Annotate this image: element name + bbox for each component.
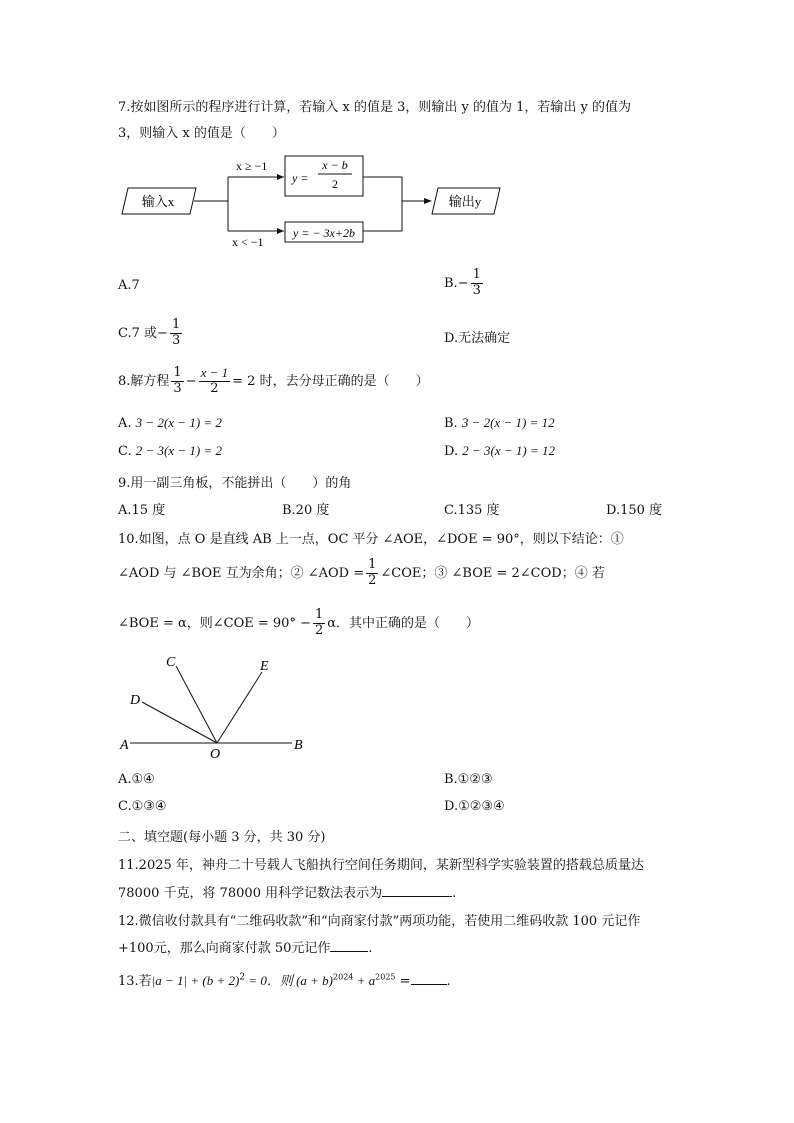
q8-stem: 8.解方程 $\frac{1}{3}$ − $\frac{x - 1}{2}$ = 2 时，去分母正确的是（ ） — [118, 365, 429, 396]
label-e: E — [260, 659, 269, 674]
q7-option-d: D.无法确定 — [444, 331, 511, 346]
q9-option-c: C.135 度 — [444, 503, 500, 518]
q9-option-b: B.20 度 — [282, 503, 330, 518]
q8-option-d: D. 2 − 3(x − 1) = 12 — [444, 443, 555, 459]
svg-text:y = − 3x+2b: y = − 3x+2b — [293, 226, 355, 240]
svg-text:2: 2 — [332, 177, 338, 191]
label-d: D — [130, 693, 141, 708]
label-c: C — [166, 655, 176, 670]
q7-option-a: A.7 — [118, 278, 140, 293]
svg-text:y =: y = — [292, 171, 309, 185]
q10-option-b: B.①②③ — [444, 772, 493, 787]
q10-figure — [110, 650, 320, 765]
q13-stem: 13.若$|a - 1| + (b + 2)^2 = 0$．则 $(a + b)^{2024} + a^{2025}$ = . — [118, 972, 451, 989]
answer-blank[interactable] — [330, 939, 368, 952]
cond-bottom: x < −1 — [232, 235, 264, 249]
q11-stem-line1: 11.2025 年，神舟二十号载人飞船执行空间任务期间，某新型科学实验装置的搭载总质量达 — [118, 858, 644, 873]
q10-stem-line3: ∠BOE = α，则∠COE = 90° − $\frac{1}{2}$ α．其中正确的是（ ） — [118, 607, 480, 638]
ray-oe — [217, 672, 262, 743]
q7-flowchart — [118, 150, 518, 250]
q12-stem-line1: 12.微信收付款具有“二维码收款”和“向商家付款”两项功能，若使用二维码收款 100 元记作 — [118, 914, 641, 929]
cond-top: x ≥ −1 — [236, 159, 268, 173]
q7-option-b: B.− $\frac{1}{3}$ — [444, 267, 481, 298]
q9-option-d: D.150 度 — [606, 503, 663, 518]
input-label: 输入x — [141, 194, 175, 209]
q8-option-a: A. 3 − 2(x − 1) = 2 — [118, 415, 222, 431]
answer-blank[interactable] — [411, 972, 447, 985]
q11-stem-line2: 78000 千克，将 78000 用科学记数法表示为 . — [118, 886, 457, 901]
label-a: A — [120, 738, 129, 753]
q10-stem-line2: ∠AOD 与 ∠BOE 互为余角；② ∠AOD = $\frac{1}{2}$ ∠COE；③ ∠BOE = 2∠COD；④ 若 — [118, 557, 605, 588]
label-o: O — [210, 747, 221, 762]
q10-option-d: D.①②③④ — [444, 799, 505, 814]
svg-text:x − b: x − b — [322, 158, 348, 172]
q10-stem-line1: 10.如图，点 O 是直线 AB 上一点，OC 平分 ∠AOE，∠DOE = 90°，则以下结论：① — [118, 532, 624, 547]
output-label: 输出y — [448, 194, 482, 209]
q9-option-a: A.15 度 — [118, 503, 166, 518]
q10-option-c: C.①③④ — [118, 799, 167, 814]
q8-option-c: C. 2 − 3(x − 1) = 2 — [118, 443, 223, 459]
q8-option-b: B. 3 − 2(x − 1) = 12 — [444, 415, 555, 431]
q12-stem-line2: +100元，那么向商家付款 50元记作 . — [118, 941, 373, 956]
section-title: 二、填空题(每小题 3 分，共 30 分) — [118, 830, 326, 845]
q10-option-a: A.①④ — [118, 772, 155, 787]
q9-stem: 9.用一副三角板，不能拼出（ ）的角 — [118, 476, 352, 491]
label-b: B — [294, 738, 303, 753]
q7-option-c: C.7 或− $\frac{1}{3}$ — [118, 317, 181, 348]
q7-stem-line2: 3，则输入 x 的值是（ ） — [118, 126, 285, 141]
answer-blank[interactable] — [382, 884, 452, 897]
q7-stem-line1: 7.按如图所示的程序进行计算，若输入 x 的值是 3，则输出 y 的值为 1，若输出 y 的值为 — [118, 100, 632, 115]
